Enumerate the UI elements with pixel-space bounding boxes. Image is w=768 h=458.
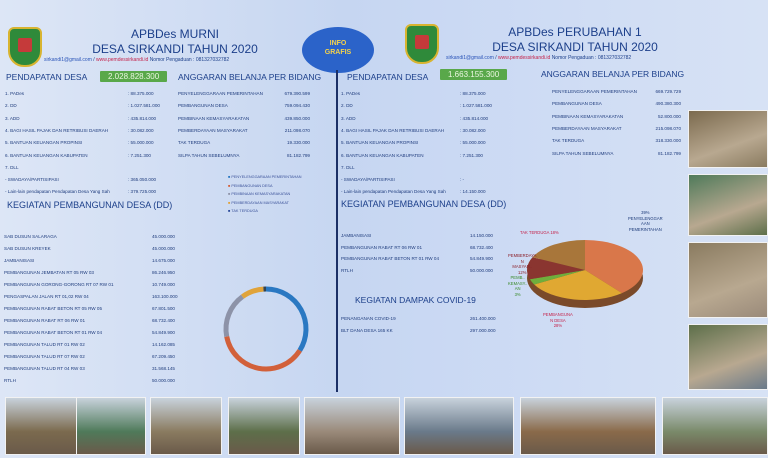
left-income-row-label: 4. BAGI HASIL PAJAK DAN RETRIBUSI DAERAH bbox=[5, 127, 109, 133]
left-spending-row-label: PEMBANGUNAN DESA bbox=[178, 103, 228, 109]
left-income-row-value: : 88.375.000 bbox=[128, 91, 154, 96]
right-income-row-value: : 7.251.300 bbox=[460, 152, 483, 158]
village-logo-right bbox=[405, 24, 439, 64]
left-dd-row-label: JAMBANISASI bbox=[4, 258, 35, 263]
right-spending-row-value: 318.330.000 bbox=[655, 138, 681, 144]
center-divider bbox=[336, 70, 338, 392]
right-income-row-value: : 30.082.000 bbox=[460, 127, 486, 133]
right-income-row-label: - SWADAYA/PARTISIPASI bbox=[341, 177, 395, 183]
left-dd-row-value: 14.675.000 bbox=[152, 258, 175, 263]
activity-photo bbox=[688, 324, 768, 390]
left-dd-heading: KEGIATAN PEMBANGUNAN DESA (DD) bbox=[7, 200, 173, 210]
right-income-heading: PENDAPATAN DESA bbox=[347, 72, 429, 82]
left-spending-heading: ANGGARAN BELANJA PER BIDANG bbox=[178, 72, 322, 82]
left-spending-row-label: TAK TERDUGA bbox=[178, 140, 211, 146]
right-income-row-value: : 435.814.000 bbox=[460, 115, 489, 121]
donut-segment bbox=[226, 297, 242, 337]
right-income-row-value: : 1.027.581.000 bbox=[460, 103, 492, 109]
right-dd-row-label: PEMBANGUNAN RABAT BETON RT 01 RW 04 bbox=[341, 256, 440, 262]
covid-row-value: 261.400.000 bbox=[470, 316, 496, 321]
right-income-row-value: : 14.150.000 bbox=[460, 189, 486, 195]
pie-label: 39% PENYELENGGAR AAN PEMERINTAHAN bbox=[628, 210, 663, 232]
right-contact: sirkandi1@gmail.com / www.pemdessirkandi.id Nomor Pengaduan : 081327032782 bbox=[446, 55, 632, 61]
left-income-row-value: : 379.725.000 bbox=[128, 189, 157, 195]
pie-label: PEMBANGUNA N DESA 28% bbox=[543, 312, 573, 328]
left-dd-row-label: PEMBANGUNAN RABAT BETON RT 01 RW 04 bbox=[4, 330, 103, 335]
left-dd-row-value: 10.749.000 bbox=[152, 282, 175, 287]
right-dd-row-value: 54.849.900 bbox=[470, 256, 493, 262]
left-income-row-label: 1. PADes bbox=[5, 91, 25, 96]
covid-heading: KEGIATAN DAMPAK COVID-19 bbox=[355, 295, 476, 305]
right-spending-row-value: 669.729.729 bbox=[655, 89, 681, 94]
left-spending-row-value: 679.390.599 bbox=[284, 91, 310, 96]
activity-photo bbox=[76, 397, 146, 455]
left-spending-row-label: PEMBERDAYAAN MASYARAKAT bbox=[178, 127, 248, 133]
right-dd-row-label: PEMBANGUNAN RABAT RT 06 RW 01 bbox=[341, 244, 423, 250]
left-contact: sirkandi1@gmail.com / www.pemdessirkandi.id Nomor Pengaduan : 081327032782 bbox=[44, 57, 230, 63]
left-spending-row-value: 759.094.430 bbox=[284, 103, 310, 109]
left-dd-row-value: 45.000.000 bbox=[152, 234, 175, 239]
pie-label: PEMB.. KEMASY.. AN 3% bbox=[508, 275, 528, 297]
left-spending-row-value: 81.182.799 bbox=[287, 152, 310, 158]
activity-photo bbox=[150, 397, 222, 455]
donut-legend-item: ■ PEMBINAAN KEMASYARAKATAN bbox=[228, 192, 291, 196]
left-dd-row-label: SAB DUSUN KREYEK bbox=[4, 246, 51, 251]
left-dd-row-value: 68.732.400 bbox=[152, 318, 175, 323]
covid-row-value: 297.000.000 bbox=[470, 327, 496, 333]
left-title: APBDes MURNI DESA SIRKANDI TAHUN 2020 bbox=[92, 27, 258, 56]
left-dd-row-label: PEMBANGUNAN TALUD RT 01 RW 02 bbox=[4, 342, 85, 347]
right-dd-row-label: RTLH bbox=[341, 267, 353, 273]
right-income-row-value: : 88.375.000 bbox=[460, 91, 486, 96]
right-dd-row-value: 14.150.000 bbox=[470, 233, 493, 238]
right-spending-heading: ANGGARAN BELANJA PER BIDANG bbox=[541, 69, 685, 79]
right-income-row-value: : 55.000.000 bbox=[460, 140, 486, 146]
right-spending-row-label: PEMBINAAN KEMASYARAKATAN bbox=[552, 113, 624, 119]
right-spending-row-label: PEMBANGUNAN DESA bbox=[552, 101, 602, 107]
left-dd-row-label: PEMBANGUNAN GORONG-GORONG RT 07 RW 01 bbox=[4, 282, 114, 287]
left-income-row-value: : 435.814.000 bbox=[128, 115, 157, 121]
right-dd-row-value: 68.732.400 bbox=[470, 244, 493, 250]
right-spending-row-label: PEMBERDAYAAN MASYARAKAT bbox=[552, 125, 622, 131]
donut-legend-item: ■ PEMBERDAYAAN MASYARAKAT bbox=[228, 200, 289, 205]
donut-legend-item: ■ TAK TERDUGA bbox=[228, 209, 258, 213]
left-dd-row-value: 50.000.000 bbox=[152, 378, 175, 383]
donut-legend-item: ■ PEMBANGUNAN DESA bbox=[228, 183, 273, 188]
donut-segment bbox=[227, 336, 300, 369]
right-income-row-label: 3. ADD bbox=[341, 115, 356, 121]
left-dd-row-value: 14.162.085 bbox=[152, 342, 175, 347]
left-spending-row-value: 211.098.070 bbox=[284, 127, 310, 133]
pie-label: TAK TERDUGA 18% bbox=[520, 230, 559, 235]
activity-photo bbox=[5, 397, 77, 455]
info-grafis-badge: INFO GRAFIS bbox=[302, 27, 374, 73]
village-logo-left bbox=[8, 27, 42, 67]
right-spending-row-value: 52.800.000 bbox=[658, 113, 681, 119]
left-spending-row-label: PENYELENGGARAAN PEMERINTAHAN bbox=[178, 91, 263, 96]
left-dd-row-value: 86.246.950 bbox=[152, 270, 175, 275]
spending-pie-chart bbox=[505, 225, 655, 325]
right-dd-row-value: 50.000.000 bbox=[470, 267, 493, 273]
activity-photo bbox=[228, 397, 300, 455]
right-spending-row-label: PENYELENGGARAAN PEMERINTAHAN bbox=[552, 89, 637, 94]
left-dd-row-label: PEMBANGUNAN TALUD RT 04 RW 03 bbox=[4, 366, 85, 371]
activity-photo bbox=[688, 110, 768, 168]
activity-photo bbox=[688, 242, 768, 318]
left-income-row-value: : 365.050.000 bbox=[128, 177, 157, 183]
right-income-row-label: 1. PADes bbox=[341, 91, 361, 96]
covid-row-label: PENANGANAN COVID-19 bbox=[341, 316, 396, 321]
left-dd-row-label: SAB DUSUN SALARAGA bbox=[4, 234, 57, 239]
activity-photo bbox=[304, 397, 400, 455]
left-income-row-value: : 1.027.581.000 bbox=[128, 103, 160, 109]
left-income-row-label: 5. BANTUAN KEUANGAN PROPINSI bbox=[5, 140, 83, 146]
left-spending-row-value: 19.330.000 bbox=[287, 140, 310, 146]
right-spending-row-value: 215.098.070 bbox=[655, 125, 681, 131]
right-income-row-label: 7. DLL bbox=[341, 164, 355, 170]
left-dd-row-value: 54.849.900 bbox=[152, 330, 175, 335]
left-income-row-label: - SWADAYA/PARTISIPASI bbox=[5, 177, 59, 183]
activity-photo bbox=[404, 397, 514, 455]
left-income-row-label: 7. DLL bbox=[5, 164, 19, 170]
left-spending-row-label: PEMBINAAN KEMASYARAKATAN bbox=[178, 115, 250, 121]
donut-segment bbox=[242, 289, 263, 297]
left-dd-row-value: 67.209.450 bbox=[152, 354, 175, 359]
right-income-row-label: - Lain-lain pendapatan Pendapatan Desa Yang Sah bbox=[341, 189, 446, 195]
left-income-row-value: : 30.082.000 bbox=[128, 127, 154, 133]
right-dd-row-label: JAMBANISASI bbox=[341, 233, 372, 238]
right-income-row-label: 5. BANTUAN KEUANGAN PROPINSI bbox=[341, 140, 419, 146]
left-income-row-value: : 7.251.300 bbox=[128, 152, 151, 158]
covid-row-label: BLT DANA DESA 165 KK bbox=[341, 327, 393, 333]
donut-legend-item: ■ PENYELENGGARAAN PEMERINTAHAN bbox=[228, 175, 302, 179]
donut-segment bbox=[266, 289, 306, 350]
left-income-total: 2.028.828.300 bbox=[100, 71, 167, 82]
left-dd-row-value: 67.801.500 bbox=[152, 306, 175, 311]
activity-photo bbox=[520, 397, 656, 455]
left-income-row-label: 6. BANTUAN KEUANGAN KABUPATEN bbox=[5, 152, 88, 158]
right-spending-row-value: 81.182.799 bbox=[658, 150, 681, 156]
left-income-row-value: : 55.000.000 bbox=[128, 140, 154, 146]
left-dd-row-value: 45.000.000 bbox=[152, 246, 175, 251]
right-income-row-value: : - bbox=[460, 177, 465, 183]
left-income-heading: PENDAPATAN DESA bbox=[6, 72, 88, 82]
left-dd-row-label: PEMBANGUNAN RABAT BETON RT 05 RW 05 bbox=[4, 306, 103, 311]
left-dd-row-label: PEMBANGUNAN RABAT RT 06 RW 01 bbox=[4, 318, 86, 323]
right-title: APBDes PERUBAHAN 1 DESA SIRKANDI TAHUN 2020 bbox=[492, 25, 658, 54]
right-spending-row-value: 490.380.300 bbox=[655, 101, 681, 107]
right-spending-row-label: SILPA TAHUN SEBELUMNYA bbox=[552, 150, 614, 156]
activity-photo bbox=[662, 397, 768, 455]
left-dd-row-value: 31.568.145 bbox=[152, 366, 175, 371]
right-dd-heading: KEGIATAN PEMBANGUNAN DESA (DD) bbox=[341, 199, 507, 209]
right-income-row-label: 6. BANTUAN KEUANGAN KABUPATEN bbox=[341, 152, 424, 158]
left-spending-row-label: SILPA TAHUN SEBELUMNYA bbox=[178, 152, 240, 158]
left-income-row-label: 2. DD bbox=[5, 103, 17, 109]
left-dd-row-label: PEMBANGUNAN JEMBATAN RT 05 RW 03 bbox=[4, 270, 94, 275]
right-income-row-label: 4. BAGI HASIL PAJAK DAN RETRIBUSI DAERAH bbox=[341, 127, 445, 133]
right-income-total: 1.663.155.300 bbox=[440, 69, 507, 80]
pie-label: PEMBERDAYA N MASYAR.. 12% bbox=[508, 253, 537, 275]
left-income-row-label: 3. ADD bbox=[5, 115, 20, 121]
left-dd-row-label: PEMBANGUNAN TALUD RT 07 RW 02 bbox=[4, 354, 85, 359]
activity-photo bbox=[688, 174, 768, 236]
left-spending-row-value: 439.850.000 bbox=[284, 115, 310, 121]
right-spending-row-label: TAK TERDUGA bbox=[552, 138, 585, 144]
right-income-row-label: 2. DD bbox=[341, 103, 353, 109]
left-dd-row-value: 163.100.000 bbox=[152, 294, 178, 299]
spending-donut-chart bbox=[220, 283, 312, 375]
left-dd-row-label: RTLH bbox=[4, 378, 16, 383]
left-income-row-label: - Lain-lain pendapatan Pendapatan Desa Yang Sah bbox=[5, 189, 110, 195]
left-dd-row-label: PENGASPALAN JALAN RT 01,02 RW 04 bbox=[4, 294, 89, 299]
